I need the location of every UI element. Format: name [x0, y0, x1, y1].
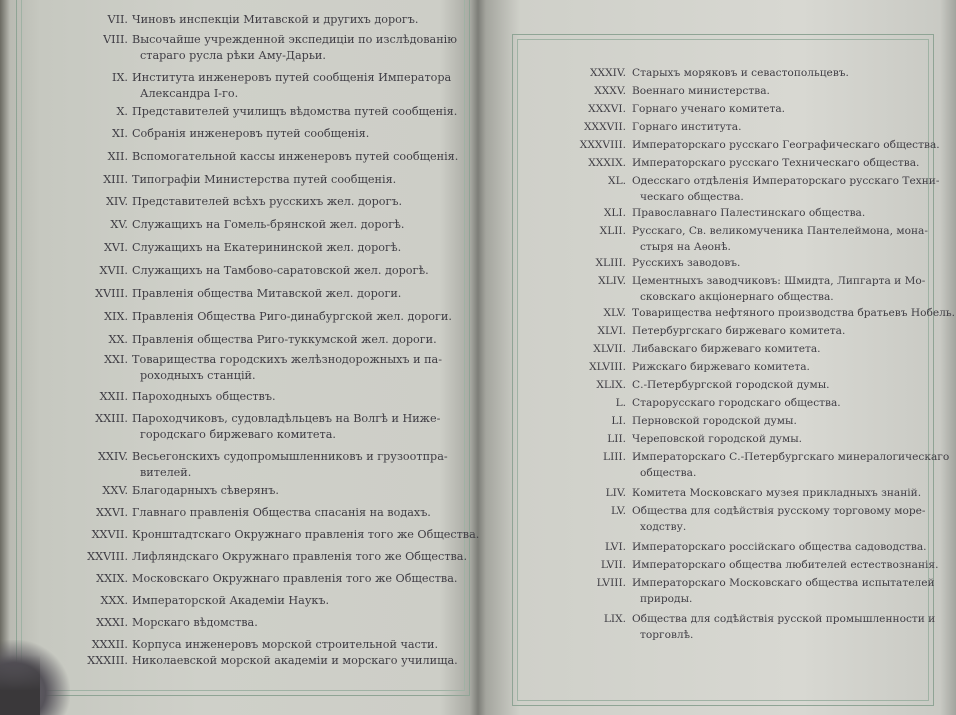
- left-entry-text: Благодарныхъ сѣверянъ.: [132, 484, 279, 497]
- right-entry-text: С.-Петербургской городской думы.: [632, 379, 830, 391]
- left-entry-number: XXX.: [100, 594, 128, 607]
- right-entry-continuation: общества.: [640, 467, 697, 479]
- right-entry-number: LVIII.: [596, 577, 626, 589]
- left-entry-text: Правленія общества Митавской жел. дороги.: [132, 287, 402, 300]
- left-page: [8, 0, 480, 715]
- right-entry-number: LIV.: [605, 487, 626, 499]
- right-entry-number: XLVII.: [593, 343, 626, 355]
- right-entry-text: Старыхъ моряковъ и севастопольцевъ.: [632, 67, 849, 79]
- right-entry-number: LV.: [611, 505, 626, 517]
- left-entry-text: Пароходчиковъ, судовладѣльцевъ на Волгѣ и Ниже-: [132, 412, 441, 425]
- right-entry-number: XL.: [608, 175, 626, 187]
- right-entry-number: XXXIX.: [588, 157, 626, 169]
- right-entry-number: LIII.: [603, 451, 626, 463]
- right-entry-number: L.: [615, 397, 626, 409]
- left-entry-text: Чиновъ инспекціи Митавской и другихъ дорогъ.: [132, 13, 419, 26]
- left-entry-text: Николаевской морской академіи и морскаго училища.: [132, 654, 458, 667]
- right-entry-text: Одесскаго отдѣленія Императорскаго русскаго Техни-: [632, 175, 940, 187]
- left-entry-text: Морскаго вѣдомства.: [132, 616, 258, 629]
- right-entry-number: LI.: [611, 415, 626, 427]
- right-entry-text: Православнаго Палестинскаго общества.: [632, 207, 866, 219]
- left-entry-text: Института инженеровъ путей сообщенія Императора: [132, 71, 452, 84]
- right-entry-text: Русскаго, Св. великомученика Пантелеймона, мона-: [632, 225, 928, 237]
- right-entry-number: LIX.: [603, 613, 626, 625]
- left-entry-number: XX.: [108, 333, 128, 346]
- left-entry-number: XVII.: [99, 264, 128, 277]
- left-entry-continuation: городскаго биржеваго комитета.: [140, 428, 336, 441]
- left-entry-number: XXVIII.: [87, 550, 128, 563]
- left-entry-continuation: вителей.: [140, 466, 192, 479]
- right-entry-text: Общества для содѣйствія русскому торговому море-: [632, 505, 926, 517]
- left-entry-text: Высочайше учрежденной экспедиціи по изслѣдованію: [132, 33, 457, 46]
- right-entry-number: XLV.: [603, 307, 626, 319]
- left-entry-text: Товарищества городскихъ желѣзнодорожныхъ и па-: [132, 353, 442, 366]
- left-entry-text: Лифляндскаго Окружнаго правленія того же Общества.: [132, 550, 468, 563]
- right-entry-continuation: торговлѣ.: [640, 629, 694, 641]
- right-entry-number: XLIV.: [598, 275, 626, 287]
- left-entry-number: XXXIII.: [87, 654, 128, 667]
- left-entry-number: XIII.: [103, 173, 128, 186]
- left-entry-number: XXIX.: [96, 572, 128, 585]
- left-entry-number: XXV.: [102, 484, 128, 497]
- right-entry-continuation: ходству.: [640, 521, 687, 533]
- right-entry-number: LII.: [607, 433, 626, 445]
- left-entry-text: Пароходныхъ обществъ.: [132, 390, 276, 403]
- left-entry-text: Весьегонскихъ судопромышленниковъ и грузоотпра-: [132, 450, 448, 463]
- right-entry-text: Горнаго ученаго комитета.: [632, 103, 785, 115]
- left-entry-number: XXXII.: [91, 638, 128, 651]
- left-entry-number: X.: [116, 105, 128, 118]
- right-entry-text: Комитета Московскаго музея прикладныхъ знаній.: [632, 487, 922, 499]
- right-entry-text: Петербургскаго биржеваго комитета.: [632, 325, 846, 337]
- left-entry-text: Корпуса инженеровъ морской строительной части.: [132, 638, 439, 651]
- right-page: [484, 0, 956, 715]
- right-entry-number: XLIII.: [595, 257, 626, 269]
- right-entry-number: XLIX.: [596, 379, 626, 391]
- right-entry-text: Товарищества нефтяного производства братьевъ Нобель.: [632, 307, 955, 319]
- left-entry-number: XXXI.: [96, 616, 128, 629]
- right-entry-number: XXXVIII.: [579, 139, 626, 151]
- right-entry-text: Череповской городской думы.: [632, 433, 803, 445]
- left-entry-text: Собранія инженеровъ путей сообщенія.: [132, 127, 370, 140]
- left-entry-text: Московскаго Окружнаго правленія того же Общества.: [132, 572, 458, 585]
- left-entry-text: Правленія общества Риго-туккумской жел. дороги.: [132, 333, 437, 346]
- right-entry-text: Горнаго института.: [632, 121, 742, 133]
- right-entry-text: Императорскаго С.-Петербургскаго минералогическаго: [632, 451, 950, 463]
- right-entry-continuation: ческаго общества.: [640, 191, 744, 203]
- right-entry-text: Императорскаго россійскаго общества садоводства.: [632, 541, 927, 553]
- left-entry-number: XXI.: [104, 353, 128, 366]
- right-entry-number: XXXIV.: [590, 67, 626, 79]
- left-entry-text: Служащихъ на Екатерининской жел. дорогѣ.: [132, 241, 402, 254]
- right-entry-text: Императорскаго русскаго Техническаго общества.: [632, 157, 920, 169]
- right-entry-text: Императорскаго Московскаго общества испытателей: [632, 577, 935, 589]
- left-entry-number: XVIII.: [95, 287, 128, 300]
- right-entry-number: XLVIII.: [589, 361, 626, 373]
- left-entry-text: Представителей училищъ вѣдомства путей сообщенія.: [132, 105, 458, 118]
- left-entry-number: XIV.: [105, 195, 128, 208]
- right-entry-text: Императорскаго общества любителей естествознанія.: [632, 559, 939, 571]
- right-entry-text: Военнаго министерства.: [632, 85, 770, 97]
- left-entry-continuation: роходныхъ станцій.: [140, 369, 256, 382]
- right-entry-number: LVI.: [605, 541, 626, 553]
- left-entry-number: VIII.: [103, 33, 128, 46]
- right-entry-number: XXXVII.: [583, 121, 626, 133]
- left-entry-text: Служащихъ на Тамбово-саратовской жел. дорогѣ.: [132, 264, 429, 277]
- left-entry-text: Типографіи Министерства путей сообщенія.: [132, 173, 397, 186]
- right-entry-number: XXXV.: [594, 85, 626, 97]
- right-entry-number: XXXVI.: [588, 103, 626, 115]
- right-entry-text: Русскихъ заводовъ.: [632, 257, 741, 269]
- left-entry-number: XI.: [112, 127, 128, 140]
- right-entry-number: XLII.: [599, 225, 626, 237]
- left-entry-text: Вспомогательной кассы инженеровъ путей сообщенія.: [132, 150, 459, 163]
- left-entry-text: Правленія Общества Риго-динабургской жел. дороги.: [132, 310, 452, 323]
- right-entry-number: XLVI.: [597, 325, 626, 337]
- left-entry-number: XXIV.: [97, 450, 128, 463]
- left-entry-text: Служащихъ на Гомель-брянской жел. дорогѣ.: [132, 218, 405, 231]
- right-entry-text: Либавскаго биржеваго комитета.: [632, 343, 821, 355]
- right-entry-continuation: природы.: [640, 593, 693, 605]
- left-entry-number: XIX.: [104, 310, 128, 323]
- right-entry-text: Императорскаго русскаго Географическаго общества.: [632, 139, 940, 151]
- right-entry-text: Старорусскаго городскаго общества.: [632, 397, 841, 409]
- right-entry-text: Рижскаго биржеваго комитета.: [632, 361, 810, 373]
- left-entry-text: Главнаго правленія Общества спасанія на водахъ.: [132, 506, 431, 519]
- right-entry-text: Перновской городской думы.: [632, 415, 797, 427]
- left-entry-continuation: стараго русла рѣки Аму-Дарьи.: [140, 49, 326, 62]
- left-entry-number: XII.: [107, 150, 128, 163]
- left-entry-continuation: Александра I-го.: [140, 87, 239, 100]
- left-entry-text: Императорской Академіи Наукъ.: [132, 594, 330, 607]
- right-entry-number: XLI.: [603, 207, 626, 219]
- left-entry-text: Кронштадтскаго Окружнаго правленія того же Общества.: [132, 528, 480, 541]
- right-entry-number: LVII.: [600, 559, 626, 571]
- left-entry-number: IX.: [112, 71, 128, 84]
- left-entry-number: XXIII.: [95, 412, 128, 425]
- left-entry-number: XXVII.: [91, 528, 128, 541]
- left-entry-number: XXII.: [99, 390, 128, 403]
- left-entry-text: Представителей всѣхъ русскихъ жел. дорогъ.: [132, 195, 403, 208]
- right-entry-continuation: сковскаго акціонернаго общества.: [640, 291, 834, 303]
- left-entry-number: XVI.: [103, 241, 128, 254]
- left-entry-number: VII.: [107, 13, 128, 26]
- right-entry-text: Цементныхъ заводчиковъ: Шмидта, Липгарта и Мо-: [632, 275, 926, 287]
- left-entry-number: XXVI.: [96, 506, 128, 519]
- left-entry-number: XV.: [110, 218, 128, 231]
- right-entry-continuation: стыря на Аѳонѣ.: [640, 241, 731, 253]
- right-entry-text: Общества для содѣйствія русской промышленности и: [632, 613, 936, 625]
- corner-shadow: [0, 655, 40, 715]
